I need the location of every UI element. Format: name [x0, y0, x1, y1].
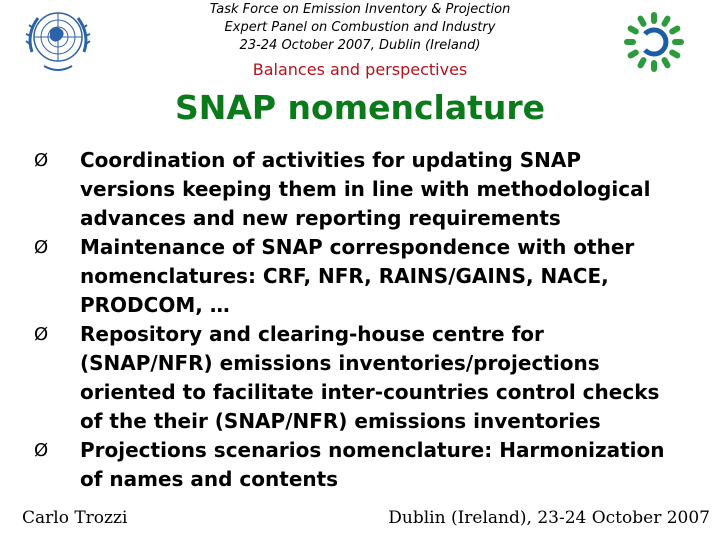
bullet-line: nomenclatures: CRF, NFR, RAINS/GAINS, NACE,	[80, 264, 609, 288]
bullet-item	[34, 436, 714, 494]
slide-title: SNAP nomenclature	[174, 88, 546, 127]
bullet-item	[34, 146, 714, 233]
arrowhead-bullet-icon: Ø	[34, 150, 49, 171]
bullet-line: PRODCOM, …	[80, 293, 230, 317]
arrowhead-bullet-icon: Ø	[34, 440, 49, 461]
bullet-line: Repository and clearing-house centre for	[80, 322, 544, 346]
bullet-line: Coordination of activities for updating SNAP	[80, 148, 582, 172]
bullet-line: Projections scenarios nomenclature: Harmonization	[80, 438, 665, 462]
arrowhead-bullet-icon: Ø	[34, 237, 49, 258]
header-line-3: 23-24 October 2007, Dublin (Ireland)	[239, 38, 481, 53]
bullet-line: (SNAP/NFR) emissions inventories/projections	[80, 351, 600, 375]
footer-author: Carlo Trozzi	[22, 508, 128, 528]
bullet-item	[34, 233, 714, 320]
bullet-line: versions keeping them in line with methodological	[80, 177, 651, 201]
bullet-list	[34, 146, 714, 494]
header-line-1: Task Force on Emission Inventory & Projection	[209, 2, 511, 17]
bullet-line: of names and contents	[80, 467, 339, 491]
bullet-line: advances and new reporting requirements	[80, 206, 561, 230]
bullet-line: Maintenance of SNAP correspondence with other	[80, 235, 635, 259]
footer-location-date: Dublin (Ireland), 23-24 October 2007	[388, 508, 710, 528]
header-line-2: Expert Panel on Combustion and Industry	[224, 20, 496, 35]
arrowhead-bullet-icon: Ø	[34, 324, 49, 345]
bullet-line: of the their (SNAP/NFR) emissions inventories	[80, 409, 601, 433]
bullet-line: oriented to facilitate inter-countries control checks	[80, 380, 660, 404]
bullet-item	[34, 320, 714, 436]
slide-subtitle: Balances and perspectives	[252, 60, 468, 79]
